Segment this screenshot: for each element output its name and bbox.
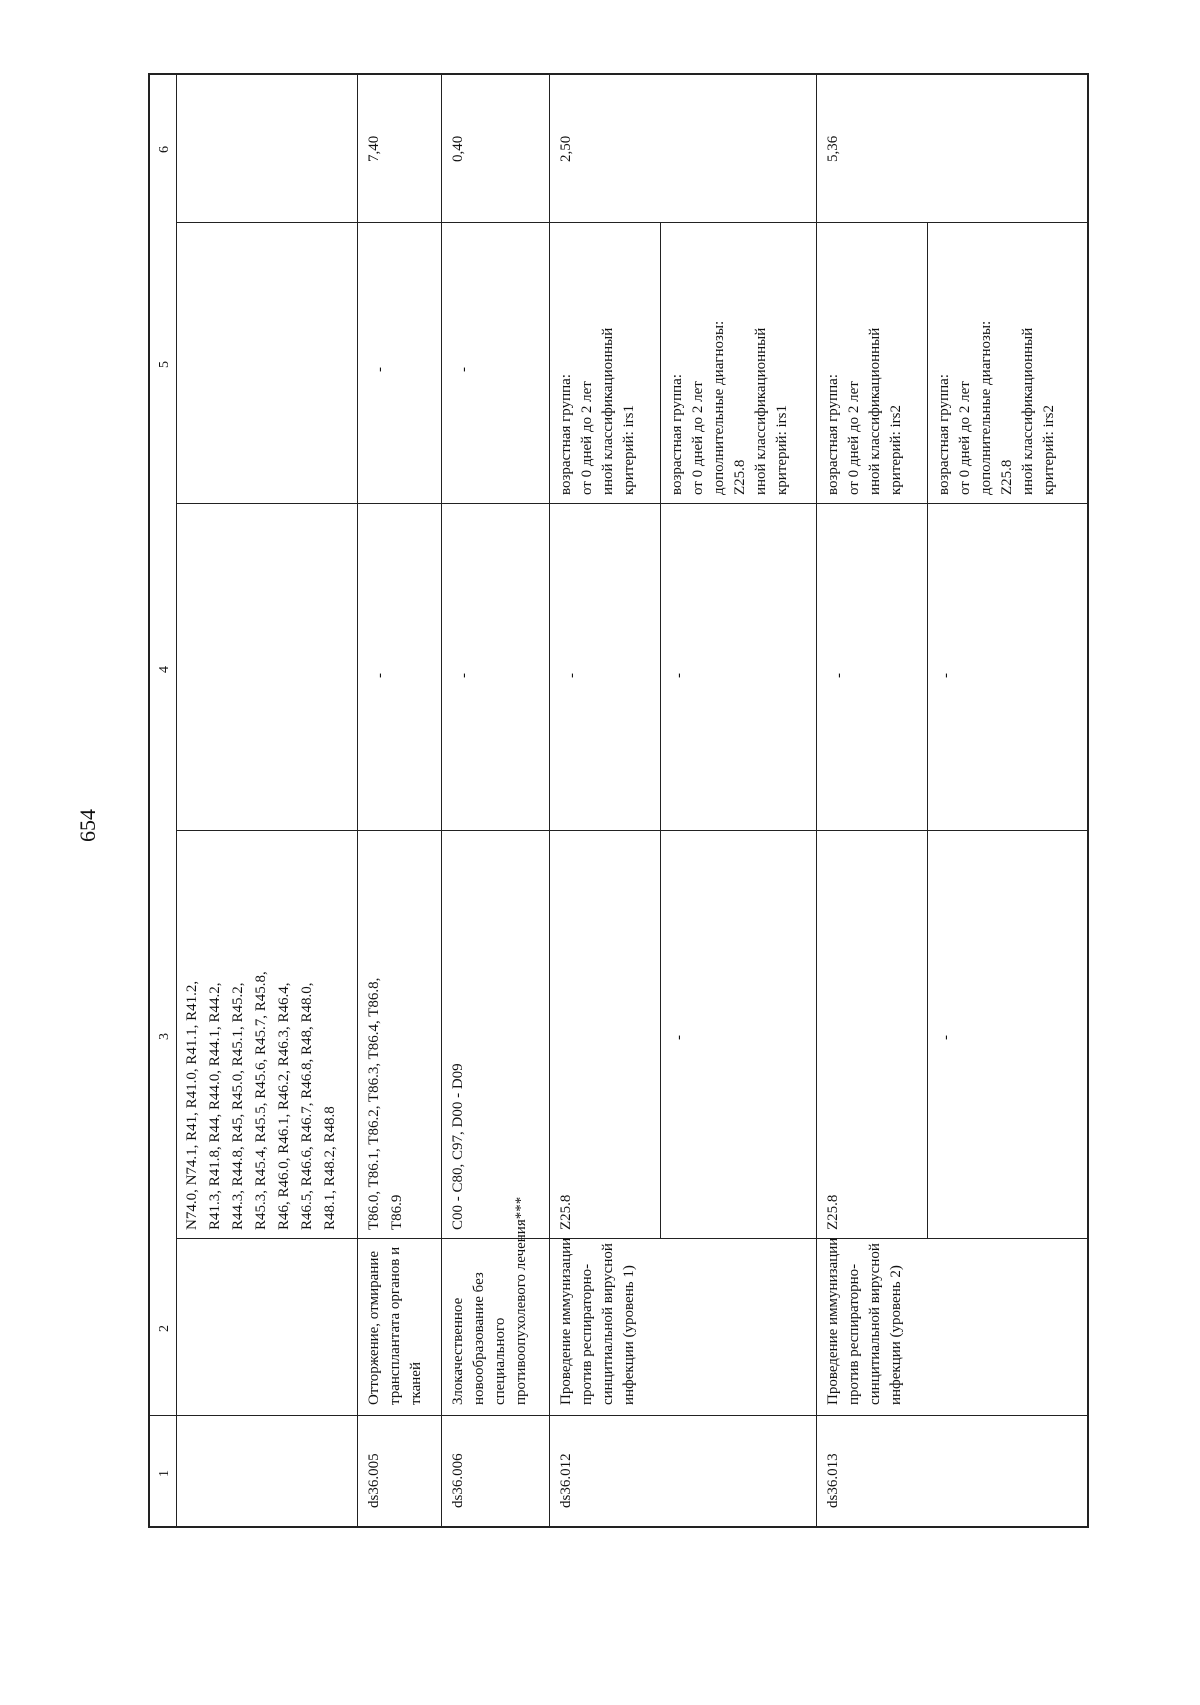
col5-line: возрастная группа: (558, 374, 574, 495)
table-line (357, 73, 358, 1528)
row-code: ds36.013 (825, 1453, 841, 1508)
col4-value: - (831, 673, 847, 678)
table-line (176, 1238, 1088, 1239)
diagnoses-line: T86.9 (389, 1194, 405, 1230)
col4-value: - (564, 673, 580, 678)
col5-line: возрастная группа: (669, 374, 685, 495)
diagnoses-line: R46, R46.0, R46.1, R46.2, R46.3, R46.4, (276, 982, 292, 1230)
header-col-1: 1 (157, 1470, 172, 1477)
col5-value: - (372, 367, 388, 372)
coefficient: 0,40 (450, 135, 466, 162)
table-line (148, 73, 150, 1528)
col5-line: иной классификационный (1020, 327, 1036, 495)
table-line (660, 222, 661, 1238)
col5-line: от 0 дней до 2 лет (846, 381, 862, 495)
col5-line: дополнительные диагнозы: (711, 320, 727, 495)
diagnoses-line: - (938, 1035, 954, 1040)
table-line (176, 830, 1088, 831)
table-line (176, 503, 1088, 504)
col5-line: критерий: irs2 (888, 405, 904, 495)
col5-line: возрастная группа: (825, 374, 841, 495)
coefficient: 7,40 (366, 135, 382, 162)
row-name-line: инфекции (уровень 2) (888, 1265, 904, 1405)
row-name-line: Злокачественное (450, 1297, 466, 1405)
table-line (549, 73, 550, 1528)
diagnoses-line: C00 - C80, C97, D00 - D09 (450, 1063, 466, 1230)
col4-value: - (671, 673, 687, 678)
row-name-line: Проведение иммунизации (558, 1237, 574, 1405)
col5-line: от 0 дней до 2 лет (957, 381, 973, 495)
row-name-line: инфекции (уровень 1) (621, 1265, 637, 1405)
row-name-line: новообразование без (471, 1272, 487, 1405)
diagnoses-line: R44.3, R44.8, R45, R45.0, R45.1, R45.2, (230, 982, 246, 1230)
col4-value: - (456, 673, 472, 678)
header-col-2: 2 (157, 1325, 172, 1332)
table-line (927, 222, 928, 1238)
table-line (816, 73, 817, 1528)
table-line (148, 1415, 1088, 1416)
col4-value: - (372, 673, 388, 678)
col5-line: от 0 дней до 2 лет (579, 381, 595, 495)
row-name-line: специального (492, 1317, 508, 1405)
col5-line: от 0 дней до 2 лет (690, 381, 706, 495)
coefficient: 2,50 (558, 135, 574, 162)
row-name-line: против респираторно- (579, 1263, 595, 1405)
col5-line: Z25.8 (999, 459, 1015, 495)
row-name-line: синцитиальной вирусной (600, 1243, 616, 1405)
col5-line: иной классификационный (867, 327, 883, 495)
row-name-line: синцитиальной вирусной (867, 1243, 883, 1405)
diagnoses-line: N74.0, N74.1, R41, R41.0, R41.1, R41.2, (184, 980, 200, 1230)
col5-line: дополнительные диагнозы: (978, 320, 994, 495)
header-col-3: 3 (157, 1033, 172, 1040)
coefficient: 5,36 (825, 135, 841, 162)
col5-line: критерий: irs1 (774, 405, 790, 495)
col5-line: критерий: irs1 (621, 405, 637, 495)
row-code: ds36.006 (450, 1453, 466, 1508)
col5-line: Z25.8 (732, 459, 748, 495)
row-name-line: противоопухолевого лечения*** (513, 1196, 529, 1405)
row-name-line: Проведение иммунизации (825, 1237, 841, 1405)
diagnoses-line: Z25.8 (825, 1194, 841, 1230)
col5-line: критерий: irs2 (1041, 405, 1057, 495)
diagnoses-line: R41.3, R41.8, R44, R44.0, R44.1, R44.2, (207, 982, 223, 1230)
col5-line: иной классификационный (753, 327, 769, 495)
diagnoses-line: T86.0, T86.1, T86.2, T86.3, T86.4, T86.8, (366, 977, 382, 1230)
diagnoses-line: R48.1, R48.2, R48.8 (322, 1106, 338, 1230)
table-line (176, 222, 1088, 223)
page-number: 654 (75, 809, 100, 842)
diagnoses-line: R45.3, R45.4, R45.5, R45.6, R45.7, R45.8, (253, 971, 269, 1230)
table-line (441, 73, 442, 1528)
diagnoses-line: R46.5, R46.6, R46.7, R46.8, R48, R48.0, (299, 982, 315, 1230)
row-name-line: тканей (408, 1362, 424, 1405)
table-line (148, 73, 1088, 75)
row-code: ds36.012 (558, 1453, 574, 1508)
header-col-4: 4 (157, 666, 172, 673)
row-code: ds36.005 (366, 1453, 382, 1508)
row-name-line: против респираторно- (846, 1263, 862, 1405)
row-name-line: трансплантата органов и (387, 1246, 403, 1405)
col5-value: - (456, 367, 472, 372)
header-col-6: 6 (157, 146, 172, 153)
diagnoses-line: - (671, 1035, 687, 1040)
header-col-5: 5 (157, 361, 172, 368)
col5-line: иной классификационный (600, 327, 616, 495)
col4-value: - (938, 673, 954, 678)
table-line (148, 1526, 1088, 1528)
diagnoses-line: Z25.8 (558, 1194, 574, 1230)
table-line (1087, 73, 1089, 1528)
table-line (176, 73, 177, 1528)
row-name-line: Отторжение, отмирание (366, 1250, 382, 1405)
col5-line: возрастная группа: (936, 374, 952, 495)
